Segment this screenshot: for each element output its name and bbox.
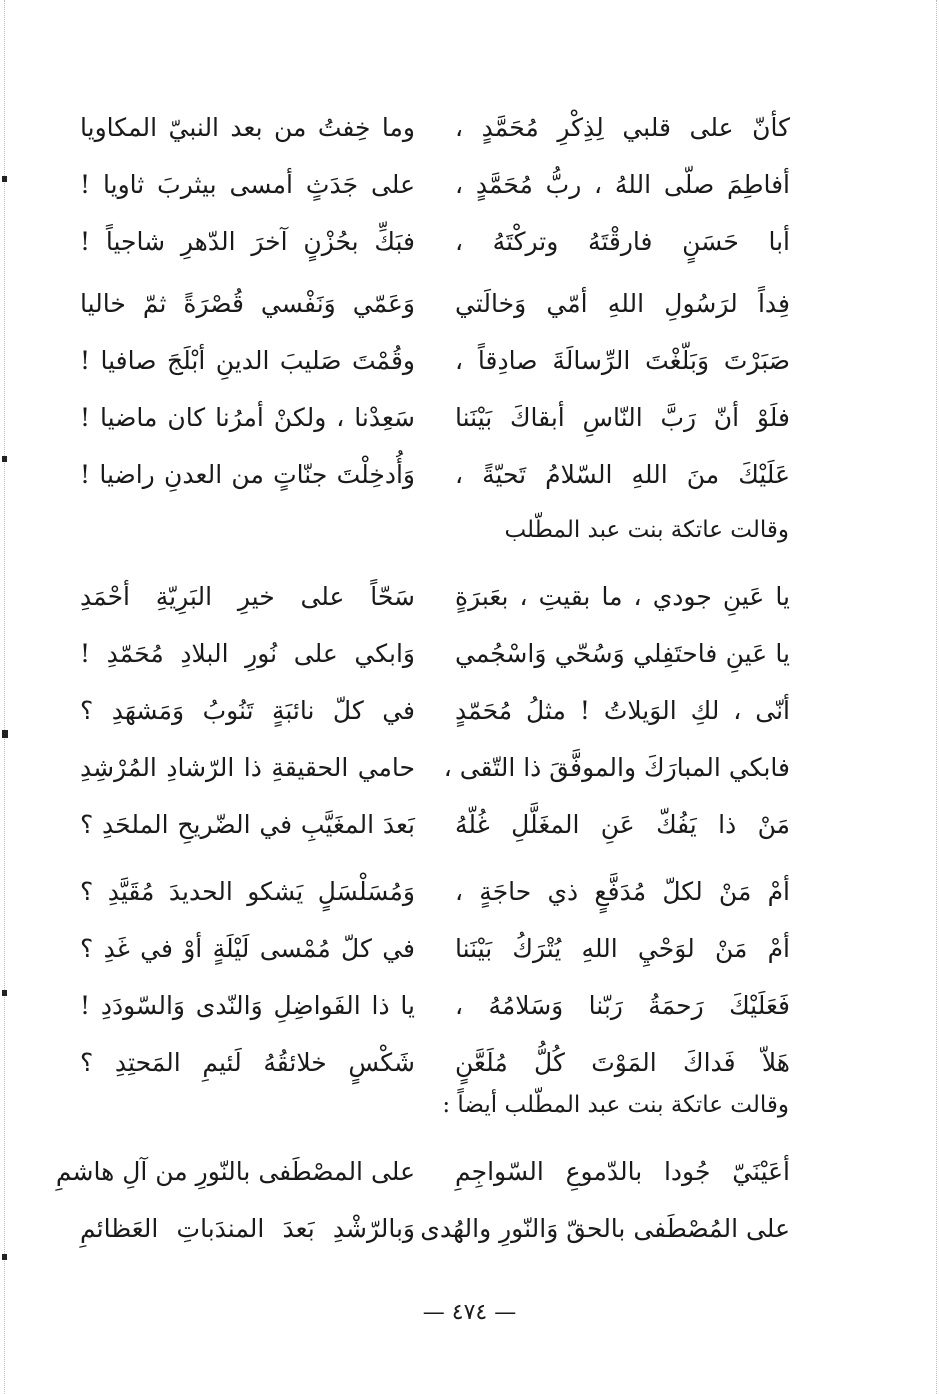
second-hemistich: وَأُدخِلْتَ جنّاتٍ من العدنِ راضيا !: [80, 460, 415, 489]
first-hemistich: أعَيْنَيّ جُودا بالدّموعِ السّواجِمِ: [455, 1157, 790, 1186]
verse: [80, 929, 810, 986]
verse: [80, 455, 810, 512]
first-hemistich: مَنْ ذا يَفُكّ عَنِ المغَلَّلِ غُلّهُ: [455, 810, 790, 839]
second-hemistich: وَبالرّشْدِ بَعدَ المندَباتِ العَظائمِ: [80, 1214, 415, 1243]
scan-speck: [2, 456, 7, 462]
second-hemistich: في كلّ نائبَةٍ تَنُوبُ وَمَشهَدِ ؟: [80, 696, 415, 725]
first-hemistich: يا عَينِ فاحتَفِلي وَسُحّي وَاسْجُمي: [455, 639, 790, 668]
verse: [80, 577, 810, 634]
verse: [80, 108, 810, 165]
first-hemistich: هَلاّ فَداكَ المَوْتَ كُلُّ مُلَعَّنٍ: [455, 1048, 790, 1077]
second-hemistich: وقُمْتَ صَليبَ الدينِ أبْلَجَ صافيا !: [80, 346, 415, 375]
second-hemistich: وَمُسَلْسَلٍ يَشكو الحديدَ مُقَيَّدِ ؟: [80, 877, 415, 906]
first-hemistich: فِداً لرَسُولِ اللهِ أمّي وَخالَتي: [455, 289, 790, 318]
verse: [80, 341, 810, 398]
verse: [80, 691, 810, 748]
first-hemistich: أمْ مَنْ لكلّ مُدَفَّعٍ ذي حاجَةٍ ،: [455, 877, 790, 906]
section-heading: وقالت عاتكة بنت عبد المطّلب: [504, 517, 789, 543]
first-hemistich: فابكي المبارَكَ والموفَّقَ ذا التّقى ،: [443, 753, 790, 782]
first-hemistich: عَلَيْكَ منَ اللهِ السّلامُ تَحيّةً ،: [455, 460, 790, 489]
second-hemistich: على المصْطَفى بالنّورِ من آلِ هاشمِ: [55, 1157, 415, 1186]
verse: [80, 805, 810, 872]
first-hemistich: أنّى ، لكِ الوَيلاتُ ! مثلُ مُحَمّدٍ: [455, 696, 790, 725]
scan-speck: [2, 1254, 7, 1260]
second-hemistich: بَعدَ المغَيَّبِ في الضّريحِ الملحَدِ ؟: [80, 810, 415, 839]
verse: [80, 222, 810, 284]
second-hemistich: سَحّاً على خيرِ البَرِيّةِ أحْمَدِ: [80, 582, 415, 611]
scan-speck: [2, 176, 7, 182]
first-hemistich: أفاطِمَ صلّى اللهُ ، ربُّ مُحَمَّدٍ ،: [455, 170, 790, 199]
second-hemistich: سَعِدْنا ، ولكنْ أمرُنا كان ماضيا !: [80, 403, 415, 432]
second-hemistich: وَابكي على نُورِ البلادِ مُحَمّدِ !: [80, 639, 415, 668]
poem-section-2: [80, 577, 810, 1100]
verse: [80, 872, 810, 929]
first-hemistich: فَعَلَيْكَ رَحمَةُ رَبّنا وَسَلامُهُ ،: [455, 991, 790, 1020]
page-number: — ٤٧٤ —: [422, 1300, 517, 1325]
second-hemistich: يا ذا الفَواضِلِ وَالنّدى وَالسّودَدِ !: [80, 991, 415, 1020]
scan-margin-line-left: [4, 0, 5, 1394]
first-hemistich: صَبَرْتَ وَبَلّغْتَ الرِّسالَةَ صادِقاً ،: [455, 346, 790, 375]
scan-speck: [2, 730, 8, 738]
poem-section-3: [55, 1152, 810, 1266]
second-hemistich: في كلّ مُمْسى لَيْلَةٍ أوْ في غَدِ ؟: [80, 934, 415, 963]
scan-margin-line-right: [936, 0, 937, 1394]
scan-speck: [2, 990, 7, 996]
first-hemistich: أبا حَسَنٍ فارقْتَهُ وتركْتَهُ ،: [455, 227, 790, 256]
second-hemistich: حامي الحقيقةِ ذا الرّشادِ المُرْشِدِ: [80, 753, 415, 782]
verse: [80, 748, 810, 805]
first-hemistich: يا عَينِ جودي ، ما بقيتِ ، بعَبرَةٍ: [455, 582, 790, 611]
first-hemistich: كأنّ على قلبي لِذِكْرِ مُحَمَّدٍ ،: [455, 113, 790, 142]
first-hemistich: أمْ مَنْ لوَحْيِ اللهِ يُتْرَكُ بَيْنَنا: [455, 934, 790, 963]
first-hemistich: على المُصْطَفى بالحقّ وَالنّورِ والهُدى: [420, 1214, 790, 1243]
verse: [80, 284, 810, 341]
poem-section-1: [80, 108, 810, 512]
first-hemistich: فلَوْ أنّ رَبَّ النّاسِ أبقاكَ بَيْنَنا: [455, 403, 790, 432]
verse: [80, 165, 810, 222]
verse: [55, 1152, 810, 1209]
second-hemistich: وما خِفتُ من بعد النبيّ المكاويا: [80, 113, 415, 142]
second-hemistich: على جَدَثٍ أمسى بيثربَ ثاويا !: [80, 170, 415, 199]
verse: [80, 634, 810, 691]
second-hemistich: شَكْسٍ خلائقُهُ لَئيمِ المَحتِدِ ؟: [80, 1048, 415, 1077]
second-hemistich: فبَكِّ بحُزْنٍ آخرَ الدّهرِ شاجياً !: [80, 227, 415, 256]
verse: [80, 398, 810, 455]
section-heading: وقالت عاتكة بنت عبد المطّلب أيضاً :: [442, 1092, 789, 1118]
second-hemistich: وَعَمّي وَنَفْسي قُصْرَةً ثمّ خاليا: [80, 289, 415, 318]
verse: [80, 986, 810, 1043]
verse: [80, 1209, 810, 1266]
